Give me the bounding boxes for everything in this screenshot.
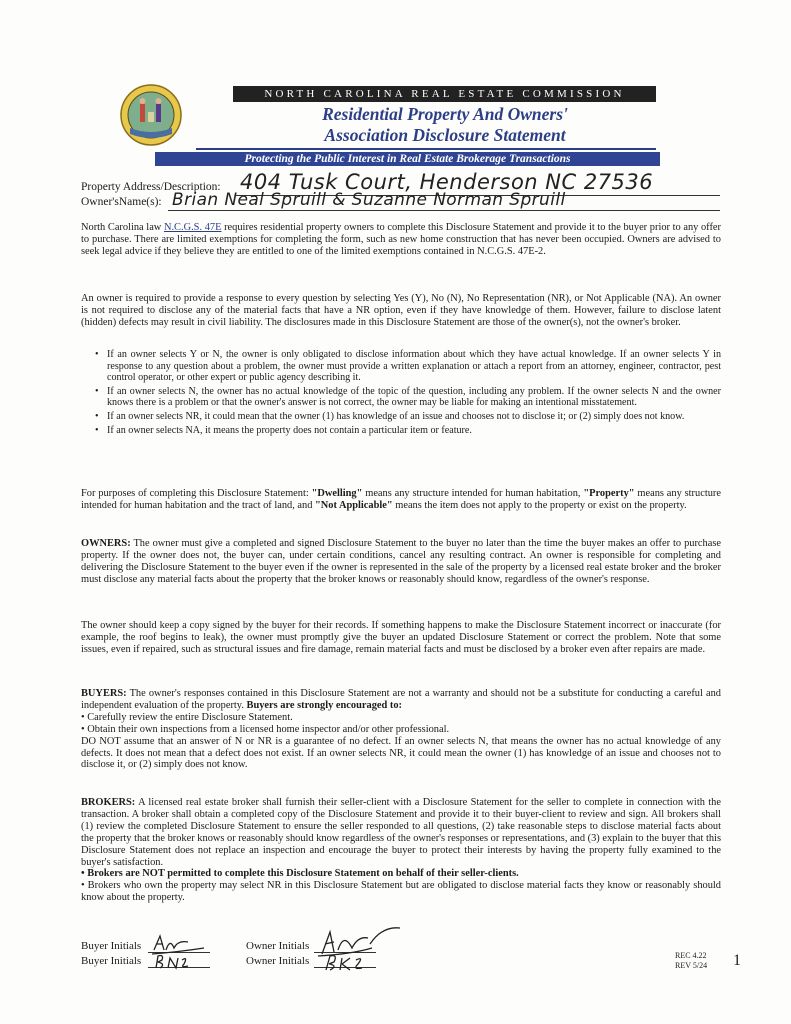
owner-name-label: Owner'sName(s):: [81, 196, 162, 208]
page-number: 1: [733, 952, 741, 969]
page-title: [200, 104, 690, 146]
buyer-initials-label-2: Buyer Initials: [81, 955, 142, 967]
buyers-heading: BUYERS:: [81, 688, 127, 699]
title-line-1: Residential Property And Owners': [322, 104, 568, 124]
list-item: • If an owner selects N, the owner has no actual knowledge of the topic of the question, including any problem. If the owner selects N and the owner knows there is a problem or that the owner's answer is not correct, the owner may be liable for making an intentional misstatement.: [95, 386, 721, 409]
buyers-item-text: Obtain their own inspections from a licensed home inspector and/or other professional.: [87, 723, 450, 735]
list-item: • Brokers are NOT permitted to complete this Disclosure Statement on behalf of their seller-clients.: [81, 868, 519, 880]
do-not-assume-text: DO NOT assume that an answer of N or NR is a guarantee of no defect. If an owner selects N, that means the owner has no actual knowledge of any defects. It does not mean that a defect does not exist. If an owner selects NR, it could mean the owner (1) has knowledge of an issue and chooses not to disclose it, or (2) simply does not know.: [81, 735, 721, 771]
nc-seal-icon: [120, 84, 182, 146]
list-item: • Brokers who own the property may select NR in this Disclosure Statement but are obligated to disclose material facts they know or reasonably should know about the property.: [81, 880, 721, 904]
buyer-initials-signature-icon: [148, 930, 210, 972]
def-text-3: means any structure intended for human habitation and the tract of land, and: [81, 488, 721, 511]
tagline-banner: Protecting the Public Interest in Real Estate Brokerage Transactions: [155, 152, 660, 166]
title-rule: [196, 148, 656, 150]
commission-banner: NORTH CAROLINA REAL ESTATE COMMISSION: [233, 86, 656, 102]
def-text-1: For purposes of completing this Disclosure Statement:: [81, 488, 312, 499]
intro-text-a: North Carolina law: [81, 222, 164, 233]
buyers-text: The owner's responses contained in this Disclosure Statement are not a warranty and should not be a substitute for conducting a careful and independent evaluation of the property.: [81, 688, 721, 711]
intro-paragraph: [81, 222, 721, 258]
def-dwelling: "Dwelling": [311, 488, 363, 499]
buyer-initials-label-1: Buyer Initials: [81, 940, 142, 952]
response-bullets: [95, 349, 721, 438]
def-not-applicable: "Not Applicable": [315, 499, 393, 511]
brokers-paragraph: [81, 797, 721, 904]
owner-initials-label-2: Owner Initials: [246, 955, 310, 967]
brokers-text: A licensed real estate broker shall furnish their seller-client with a Disclosure Statement for the seller to complete in connection with the transaction. A broker shall obtain a completed copy of the Disclosure Statement and provide it to their buyer-client to review and sign. All brokers shall (1) review the completed Disclosure Statement to ensure the seller responded to all questions, (2) take reasonable steps to disclose material facts about the property that the broker knows or reasonably should know regardless of the owner's responses or representations, and (3) explain to the buyer that this Disclosure Statement does not replace an inspection and encourage the buyer to protect their interests by having the property fully examined to the buyer's satisfaction.: [81, 797, 721, 868]
property-address-label: Property Address/Description:: [81, 181, 221, 193]
revision-code: [675, 951, 707, 971]
owner-initials-label-1: Owner Initials: [246, 940, 310, 952]
owners-text: The owner must give a completed and signed Disclosure Statement to the buyer no later than the time the buyer makes an offer to purchase property. If the owner does not, the buyer can, under certain conditions, cancel any resulting contract. An owner is responsible for completing and delivering the Disclosure Statement to the buyer even if the owner is represented in the sale of the property by a licensed real estate broker and the broker must disclose any material facts about the property that the broker knows or reasonably should know, regardless of the owner's response.: [81, 538, 721, 585]
def-text-4: means the item does not apply to the property or exist on the property.: [392, 499, 687, 511]
buyers-item-text: Carefully review the entire Disclosure Statement.: [87, 711, 293, 723]
brokers-bullet-2: Brokers who own the property may select NR in this Disclosure Statement but are obligated to disclose material facts they know or reasonably should know about the property.: [81, 880, 721, 904]
copy-paragraph: The owner should keep a copy signed by the buyer for their records. If something happens to make the Disclosure Statement incorrect or inaccurate (for example, the roof begins to leak), the owner must promptly give the buyer an updated Disclosure Statement or correct the problem. Note that some issues, even if repaired, such as structural issues and fire damage, remain material facts and must be disclosed by a broker even after repairs are made.: [81, 620, 721, 655]
rev-line-2: REV 5/24: [675, 961, 708, 970]
intro-text-b: requires residential property owners to complete this Disclosure Statement and provide it to the buyer prior to any offer to purchase. There are limited exemptions for completing the form, such as new home construction that has never been occupied. Owners are advised to seek legal advice if they believe they are entitled to one of the limited exemptions contained in N.C.G.S. 47E-2.: [81, 222, 721, 257]
buyers-paragraph: [81, 688, 721, 771]
list-item: • If an owner selects NA, it means the property does not contain a particular item or feature.: [95, 425, 721, 437]
list-item: • If an owner selects Y or N, the owner is only obligated to disclose information about which they have actual knowledge. If an owner selects Y in response to any question about a problem, the owner must provide a written explanation or attach a report from an attorney, engineer, contractor, pest control operator, or other expert or public agency describing it.: [95, 349, 721, 384]
definitions-paragraph: [81, 488, 721, 512]
def-property: "Property": [583, 488, 635, 499]
list-item: • Carefully review the entire Disclosure Statement.: [81, 711, 293, 723]
owners-heading: OWNERS:: [81, 538, 131, 549]
buyers-encouraged: Buyers are strongly encouraged to:: [246, 699, 402, 711]
owners-paragraph: [81, 538, 721, 586]
list-item: • Obtain their own inspections from a licensed home inspector and/or other professional.: [81, 723, 450, 735]
brokers-heading: BROKERS:: [81, 797, 136, 808]
response-paragraph: An owner is required to provide a response to every question by selecting Yes (Y), No (N), No Representation (NR), or Not Applicable (NA). An owner is not required to disclose any of the material facts that have a NR option, even if they have knowledge of them. However, failure to disclose latent (hidden) defects may result in civil liability. The disclosures made in this Disclosure Statement are those of the owner(s), not the owner's broker.: [81, 293, 721, 328]
brokers-bullet-1: Brokers are NOT permitted to complete this Disclosure Statement on behalf of their seller-clients.: [87, 868, 519, 880]
def-text-2: means any structure intended for human habitation,: [362, 488, 584, 499]
list-item: • If an owner selects NR, it could mean that the owner (1) has knowledge of an issue and chooses not to disclose it; or (2) simply does not know.: [95, 411, 721, 423]
owner-name-line: [168, 210, 720, 211]
owner-name-value[interactable]: Brian Neal Spruill & Suzanne Norman Spruill: [172, 190, 566, 210]
rev-line-1: REC 4.22: [675, 951, 707, 960]
statute-link[interactable]: N.C.G.S. 47E: [163, 222, 222, 233]
property-address-value[interactable]: 404 Tusk Court, Henderson NC 27536: [240, 170, 654, 194]
title-line-2: Association Disclosure Statement: [324, 125, 566, 145]
owner-initials-signature-icon: [312, 918, 412, 972]
owner-name-row: [81, 196, 162, 208]
